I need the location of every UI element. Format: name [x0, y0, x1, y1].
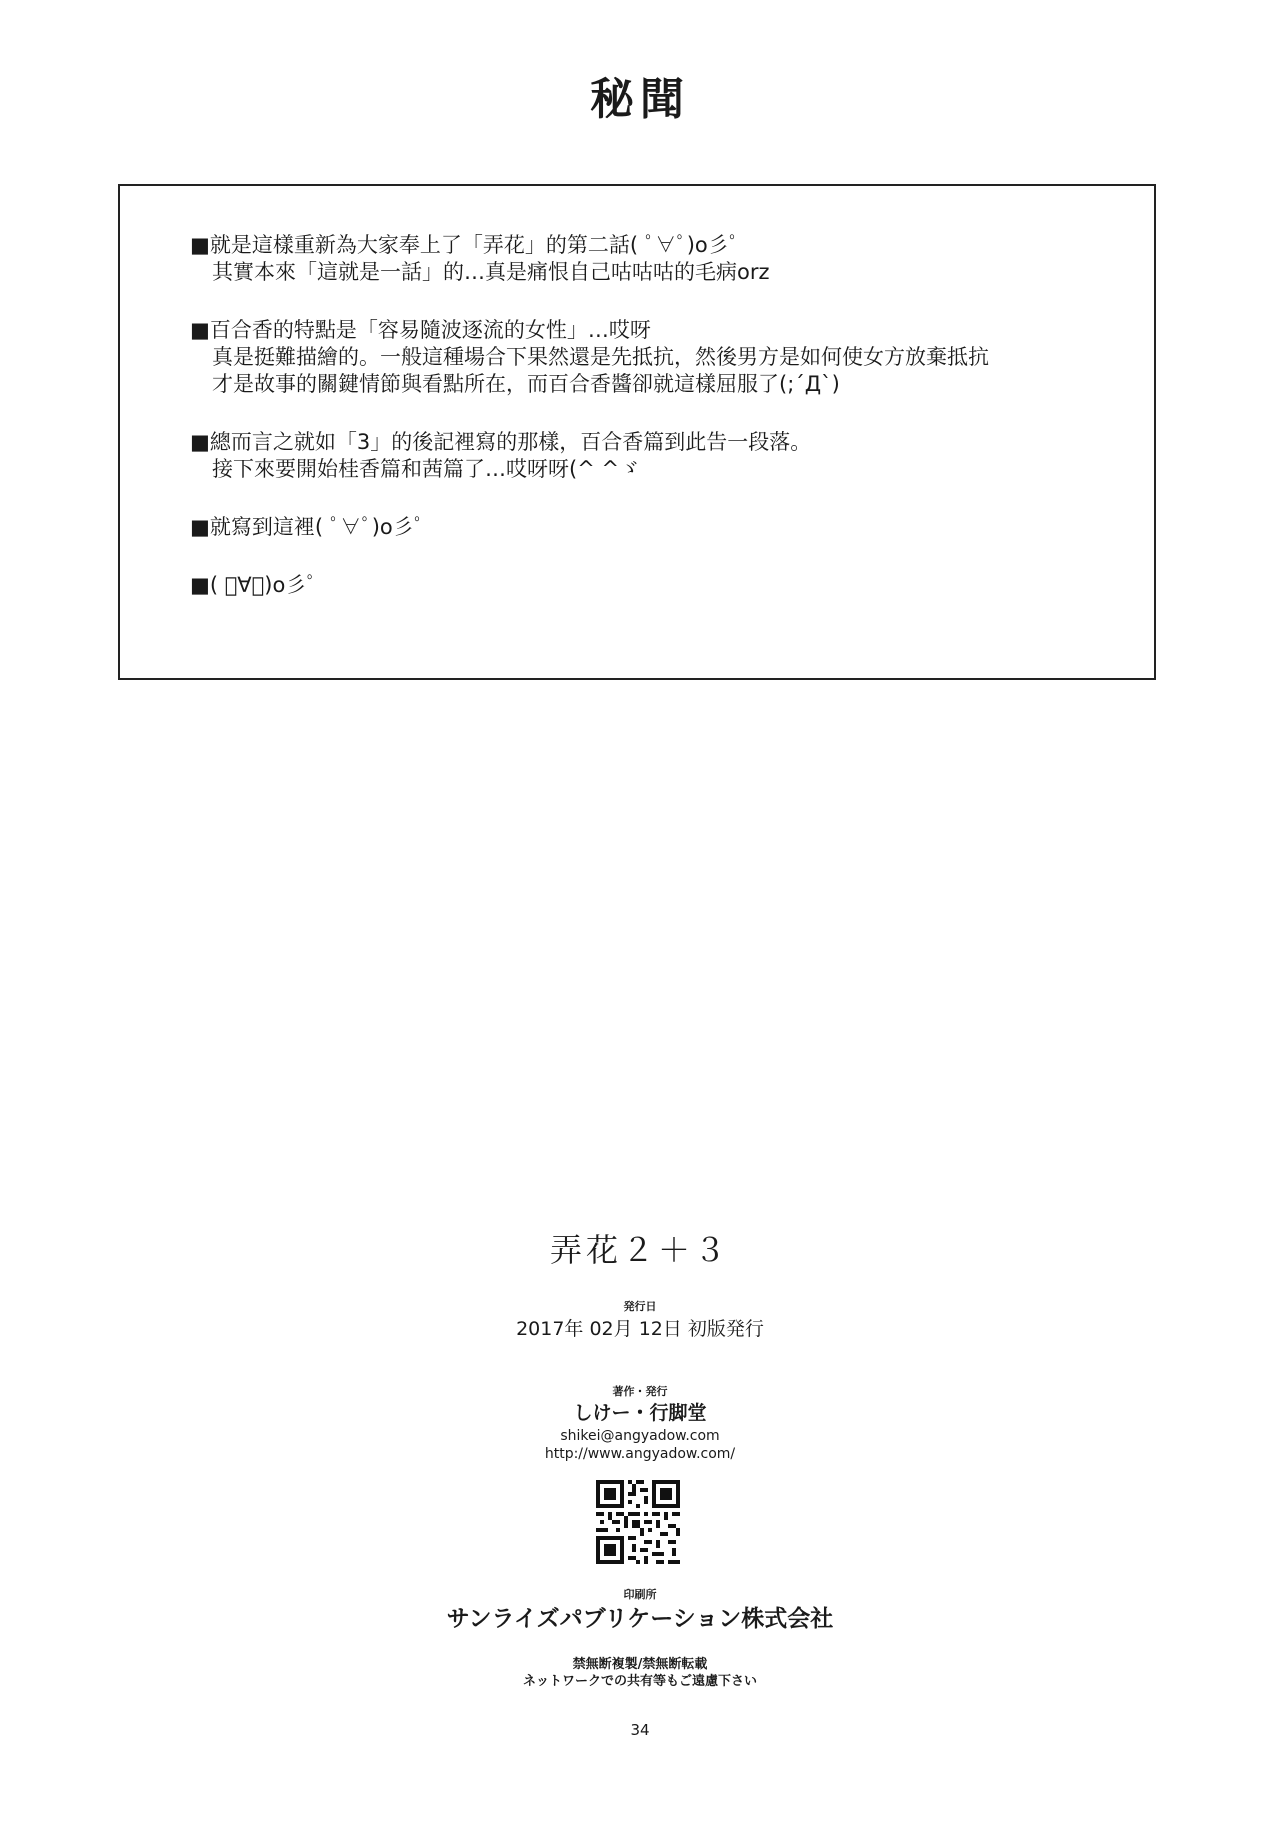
notes-list — [190, 232, 1130, 630]
note-line: 真是挺難描繪的。一般這種場合下果然還是先抵抗，然後男方是如何使女方放棄抵抗 — [212, 345, 989, 369]
note-line: ■就寫到這裡( ﾟ∀ﾟ)o彡ﾟ — [190, 515, 425, 539]
note-line: ■總而言之就如「3」的後記裡寫的那樣，百合香篇到此告一段落。 — [190, 430, 812, 454]
note-line: 接下來要開始桂香篇和茜篇了…哎呀呀(^ ^ゞ — [212, 457, 641, 481]
author-email[interactable]: shikei@angyadow.com — [560, 1428, 720, 1444]
note-item — [190, 572, 1130, 599]
author-label: 著作・発行 — [612, 1385, 668, 1398]
printer-name: サンライズパブリケーション株式会社 — [446, 1606, 834, 1632]
note-item — [190, 514, 1130, 541]
note-line: ■就是這樣重新為大家奉上了「弄花」的第二話( ﾟ∀ﾟ)o彡ﾟ — [190, 233, 740, 257]
note-line: ■百合香的特點是「容易隨波逐流的女性」…哎呀 — [190, 318, 651, 342]
release-label: 発行日 — [623, 1300, 657, 1313]
author-url[interactable]: http://www.angyadow.com/ — [544, 1446, 736, 1462]
sharing-notice: ネットワークでの共有等もご遠慮下さい — [522, 1674, 757, 1689]
page-number: 34 — [630, 1721, 650, 1739]
author-name: しけー・行脚堂 — [573, 1402, 707, 1424]
page-title: 秘聞 — [590, 74, 690, 125]
note-item — [190, 232, 1130, 286]
copyright-notice: 禁無断複製/禁無断転載 — [572, 1657, 708, 1672]
note-item — [190, 429, 1130, 483]
qr-code-icon — [596, 1480, 680, 1564]
release-date: 2017年 02月 12日 初版発行 — [516, 1318, 764, 1340]
note-item — [190, 317, 1130, 398]
note-line: 其實本來「這就是一話」的…真是痛恨自己咕咕咕的毛病orz — [212, 260, 770, 284]
book-title: 弄花２＋３ — [549, 1231, 730, 1269]
note-line: ■( ﾟ∀ﾟ)o彡ﾟ — [190, 573, 317, 597]
notes-box — [118, 184, 1156, 680]
note-line: 才是故事的關鍵情節與看點所在，而百合香醬卻就這樣屈服了(;´Д`) — [212, 372, 840, 396]
printer-label: 印刷所 — [623, 1588, 657, 1601]
